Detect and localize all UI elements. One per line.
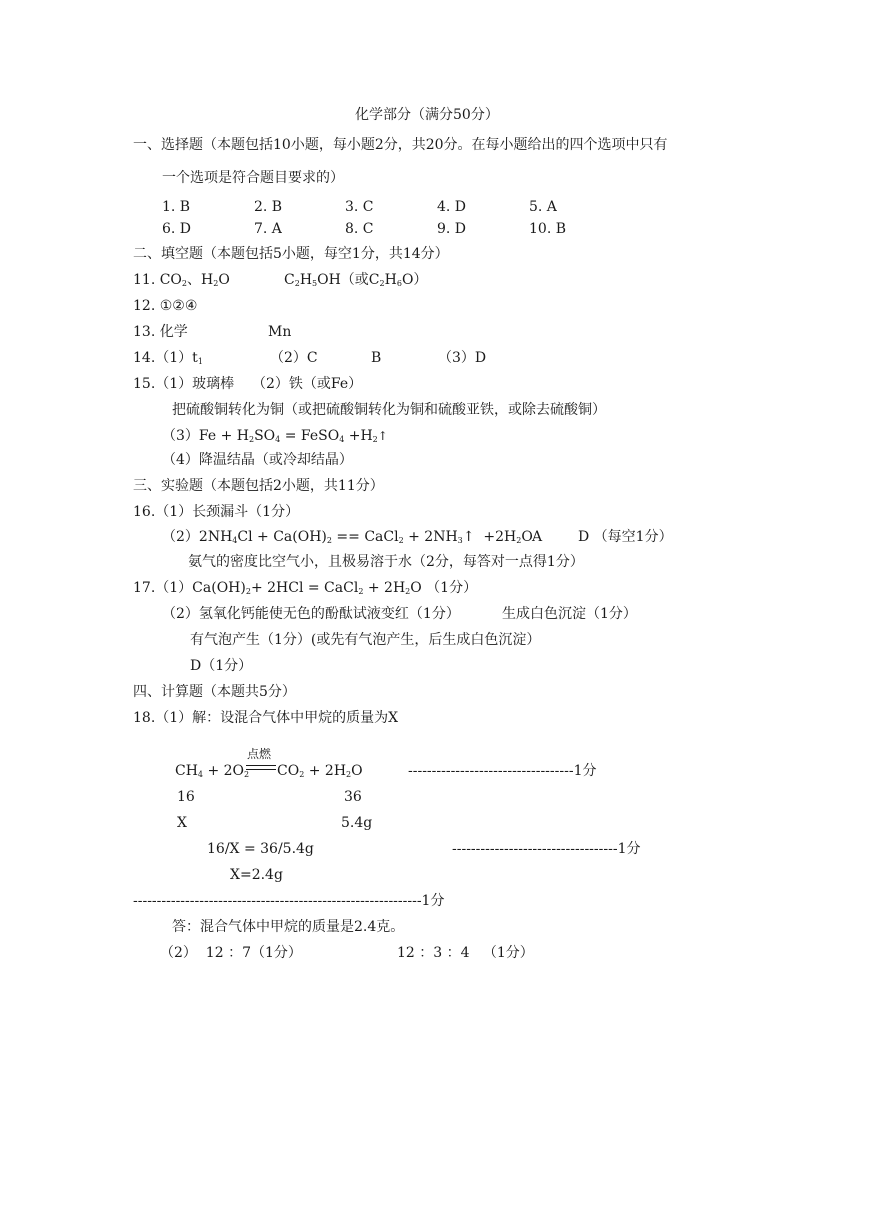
q11-formula-part: O — [218, 272, 230, 288]
q11b-part: C — [284, 272, 295, 288]
q16-subscript: 2 — [326, 536, 332, 545]
q11-second-answer — [284, 271, 427, 293]
q17-eq-part: + 2H — [363, 580, 406, 596]
q11b-subscript: 2 — [294, 279, 300, 288]
answer-4: 4. D — [437, 199, 467, 215]
eq-part: + 2H — [304, 763, 347, 779]
mass-ratio-36: 36 — [344, 789, 362, 805]
q18-part2-a: （2） 12 ：7（1分） — [160, 945, 302, 961]
q16-answer-d: D （每空1分） — [578, 529, 673, 545]
answer-2: 2. B — [254, 199, 283, 215]
q15-subscript: 2 — [372, 435, 378, 444]
q16-line-1: 16.（1）长颈漏斗（1分） — [133, 504, 300, 520]
q17-eq-part: 17.（1）Ca(OH) — [133, 580, 246, 596]
q16-subscript: 3 — [457, 536, 463, 545]
section4-heading: 四、计算题（本题共5分） — [133, 684, 296, 700]
q17-eq-part: O （1分） — [410, 580, 478, 596]
eq-part: CO — [277, 763, 300, 779]
reaction-condition: 点燃 — [247, 747, 272, 761]
mass-ratio-16: 16 — [177, 789, 195, 805]
answer-7: 7. A — [254, 221, 282, 237]
q11-formula-part: CO — [159, 272, 182, 288]
eq-subscript: 2 — [299, 770, 305, 779]
q16-answer-a: A — [532, 529, 543, 545]
q14-part: 14.（1）t — [133, 350, 198, 366]
q16-line-3: 氨气的密度比空气小，且极易溶于水（2分，每答对一点得1分） — [188, 554, 584, 570]
page-title: 化学部分（满分50分） — [355, 107, 499, 123]
q16-eq-part: （2）2NH — [162, 529, 233, 545]
q11b-part: OH（或C — [317, 272, 380, 288]
q14-answer-2b: B — [371, 350, 382, 366]
q17-line-2: （2）氢氧化钙能使无色的酚酞试液变红（1分） — [162, 606, 460, 622]
answer-9: 9. D — [437, 221, 467, 237]
q12-line: 12. ①②④ — [133, 298, 198, 314]
q15-eq-part: = FeSO — [280, 428, 340, 444]
eq-part: CH — [175, 763, 198, 779]
q11-subscript: 2 — [213, 279, 219, 288]
q18-line-1: 18.（1）解：设混合气体中甲烷的质量为X — [133, 710, 399, 726]
reaction-bar — [246, 769, 276, 770]
q14-subscript: 1 — [197, 357, 203, 366]
eq-part: O — [351, 763, 363, 779]
eq-subscript: 2 — [346, 770, 352, 779]
unknown-x: X — [177, 815, 187, 831]
score-line-1: -----------------------------------1分 — [408, 763, 597, 779]
q17-line-2b: 生成白色沉淀（1分） — [502, 606, 637, 622]
reaction-bar — [246, 765, 276, 766]
q15-line-4: （4）降温结晶（或冷却结晶） — [162, 452, 353, 468]
q17-subscript: 2 — [245, 587, 251, 596]
reaction-left — [175, 762, 249, 784]
q17-line-3: 有气泡产生（1分）(或先有气泡产生，后生成白色沉淀） — [190, 632, 541, 648]
q14-answer-2: （2）C — [270, 350, 318, 366]
q17-line-4: D（1分） — [190, 658, 253, 674]
q16-eq-part: Cl + Ca(OH) — [237, 529, 327, 545]
q15-subscript: 2 — [248, 435, 255, 444]
eq-part: + 2O — [203, 763, 245, 779]
q16-line-2 — [162, 528, 533, 550]
q15-line-1: 15.（1）玻璃棒 （2）铁（或Fe） — [133, 376, 363, 392]
q11b-subscript: 5 — [312, 279, 318, 288]
section1-heading-cont: 一个选项是符合题目要求的） — [162, 170, 344, 186]
q17-line-1 — [133, 579, 477, 601]
answer-6: 6. D — [162, 221, 192, 237]
q11-number: 11. — [133, 272, 156, 288]
eq-subscript: 2 — [244, 770, 250, 779]
q11b-part: H — [299, 272, 313, 288]
q14-answer-3: （3）D — [438, 350, 487, 366]
q17-subscript: 2 — [358, 587, 364, 596]
answer-5: 5. A — [529, 199, 557, 215]
reaction-right — [277, 762, 363, 784]
q15-subscript: 4 — [339, 435, 345, 444]
answer-1: 1. B — [162, 199, 191, 215]
q16-subscript: 4 — [232, 536, 238, 545]
q16-eq-part: + 2NH — [403, 529, 458, 545]
q14-answer-1 — [133, 349, 203, 371]
q11b-subscript: 6 — [396, 279, 402, 288]
q15-eq-part: （3）Fe + H — [162, 428, 249, 444]
q16-eq-part: O — [521, 529, 533, 545]
q16-eq-part: == CaCl — [331, 529, 399, 545]
q15-eq-part: +H — [344, 428, 373, 444]
q17-eq-part: + 2HCl = CaCl — [250, 580, 359, 596]
q15-line-3 — [162, 427, 388, 449]
q15-subscript: 4 — [275, 435, 281, 444]
section2-heading: 二、填空题（本题包括5小题，每空1分，共14分） — [133, 246, 449, 262]
mass-5-4g: 5.4g — [341, 815, 373, 831]
answer-statement: 答：混合气体中甲烷的质量是2.4克。 — [172, 919, 405, 935]
score-line-2: -----------------------------------1分 — [452, 841, 641, 857]
proportion: 16/X = 36/5.4g — [207, 841, 314, 857]
answer-10: 10. B — [529, 221, 567, 237]
q16-eq-part: ↑ +2H — [462, 529, 517, 545]
q11-line — [133, 271, 230, 293]
q11b-part: H — [384, 272, 397, 288]
up-arrow-icon: ↑ — [377, 429, 388, 443]
q13-answer-a: 13. 化学 — [133, 324, 188, 340]
q11b-subscript: 2 — [379, 279, 385, 288]
result: X=2.4g — [230, 867, 283, 883]
eq-subscript: 4 — [197, 770, 204, 779]
q11b-part: O） — [401, 272, 428, 288]
q13-answer-b: Mn — [268, 324, 292, 340]
section3-heading: 三、实验题（本题包括2小题，共11分） — [133, 478, 384, 494]
q17-subscript: 2 — [405, 587, 411, 596]
answer-3: 3. C — [345, 199, 374, 215]
q15-eq-part: SO — [254, 428, 276, 444]
section1-heading: 一、选择题（本题包括10小题，每小题2分，共20分。在每小题给出的四个选项中只有 — [133, 137, 668, 153]
q16-subscript: 2 — [398, 536, 404, 545]
score-line-3: -------------------------------------------------------------1分 — [133, 893, 445, 909]
q16-subscript: 2 — [516, 536, 522, 545]
answer-8: 8. C — [345, 221, 374, 237]
q15-line-2: 把硫酸铜转化为铜（或把硫酸铜转化为铜和硫酸亚铁，或除去硫酸铜） — [172, 402, 606, 418]
q11-formula-part: 、H — [187, 272, 214, 288]
q11-subscript: 2 — [181, 279, 188, 288]
q18-part2-b: 12 ：3 ：4 （1分） — [397, 945, 534, 961]
